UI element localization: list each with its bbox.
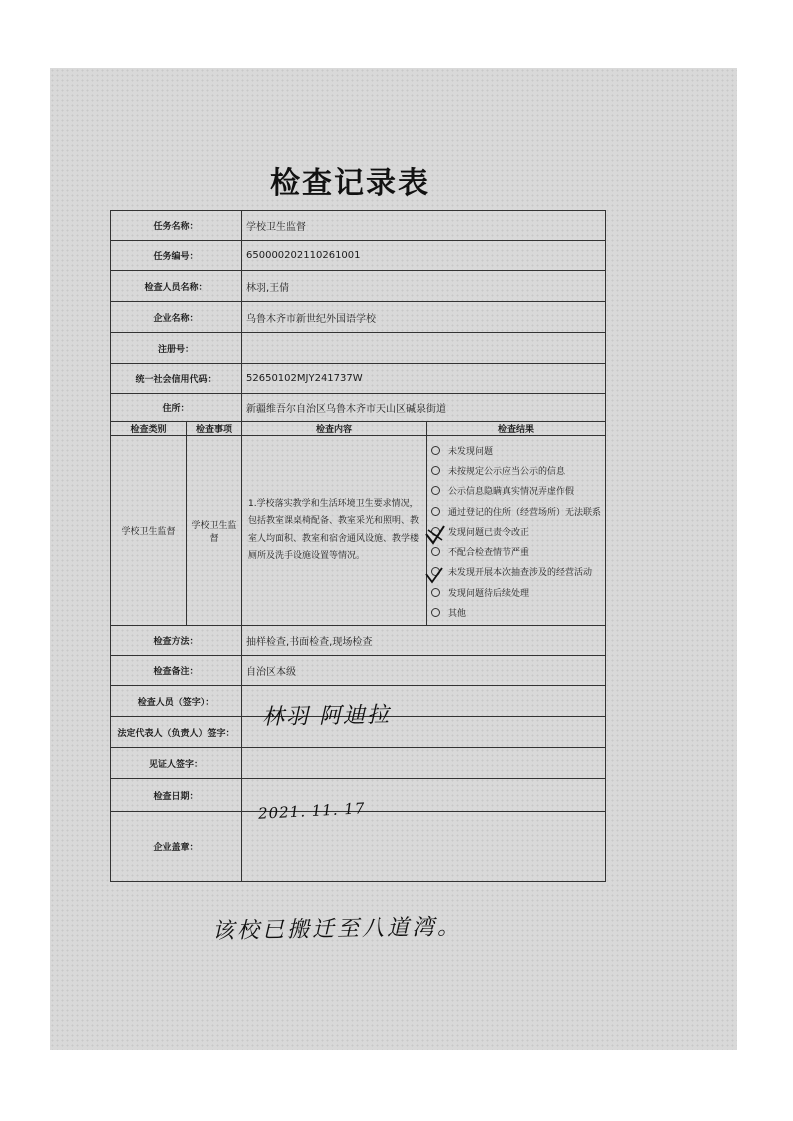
result-option xyxy=(431,460,601,480)
row-address xyxy=(111,394,606,422)
company-seal-value xyxy=(242,812,606,882)
result-option-label: 未按规定公示应当公示的信息 xyxy=(448,466,566,477)
form-title: 检查记录表 xyxy=(270,166,430,201)
inspectors-value: 林羽,王倩 xyxy=(242,271,606,302)
inspectors-label: 检查人员名称： xyxy=(111,271,242,302)
inspector-sign-label: 检查人员（签字）： xyxy=(111,686,242,717)
row-company-seal xyxy=(111,812,606,882)
result-option-label: 未发现开展本次抽查涉及的经营活动 xyxy=(448,568,593,579)
witness-sign-value xyxy=(242,748,606,779)
result-option xyxy=(431,440,601,460)
method-label: 检查方法： xyxy=(111,626,242,656)
checkmark-icon xyxy=(424,566,444,584)
result-option-label: 不配合检查情节严重 xyxy=(448,548,530,559)
result-option xyxy=(431,501,601,521)
result-options xyxy=(427,436,606,626)
method-value: 抽样检查,书面检查,现场检查 xyxy=(242,626,606,656)
row-method xyxy=(111,626,606,656)
result-option xyxy=(431,562,601,582)
result-option-label: 其他 xyxy=(448,609,467,620)
row-note xyxy=(111,656,606,686)
company-name-label: 企业名称： xyxy=(111,302,242,333)
witness-sign-label: 见证人签字： xyxy=(111,748,242,779)
inspect-date-label: 检查日期： xyxy=(111,779,242,812)
task-no-value: 650000202110261001 xyxy=(242,241,606,271)
note-label: 检查备注： xyxy=(111,656,242,686)
inspector-signature: 林羽 阿迪拉 xyxy=(261,702,392,731)
reg-no-value xyxy=(242,333,606,364)
result-option xyxy=(431,602,601,622)
row-inspectors xyxy=(111,271,606,302)
radio-icon xyxy=(431,466,440,475)
credit-code-label: 统一社会信用代码： xyxy=(111,364,242,394)
result-option-label: 发现问题待后续处理 xyxy=(448,588,530,599)
row-credit-code xyxy=(111,364,606,394)
header-content: 检查内容 xyxy=(242,422,427,436)
inspect-date-handwritten: 2021. 11. 17 xyxy=(257,799,366,823)
row-section-headers xyxy=(111,422,606,436)
task-no-label: 任务编号： xyxy=(111,241,242,271)
header-category: 检查类别 xyxy=(111,422,187,436)
radio-icon xyxy=(431,507,440,516)
company-seal-label: 企业盖章： xyxy=(111,812,242,882)
task-name-label: 任务名称： xyxy=(111,211,242,241)
row-task-no xyxy=(111,241,606,271)
row-reg-no xyxy=(111,333,606,364)
radio-icon xyxy=(431,588,440,597)
result-option xyxy=(431,541,601,561)
inspection-record-table xyxy=(110,210,606,882)
radio-icon xyxy=(431,446,440,455)
radio-icon xyxy=(431,547,440,556)
row-company-name xyxy=(111,302,606,333)
reg-no-label: 注册号： xyxy=(111,333,242,364)
header-item: 检查事项 xyxy=(187,422,242,436)
radio-icon xyxy=(431,486,440,495)
inspection-content: 1.学校落实教学和生活环境卫生要求情况，包括教室课桌椅配备、教室采光和照明、教室人均面积、教室和宿舍通风设施、教学楼厕所及洗手设施设置等情况。 xyxy=(242,436,427,626)
row-witness-sign xyxy=(111,748,606,779)
header-result: 检查结果 xyxy=(427,422,606,436)
task-name-value: 学校卫生监督 xyxy=(242,211,606,241)
radio-icon xyxy=(431,608,440,617)
note-value: 自治区本级 xyxy=(242,656,606,686)
result-option-label: 公示信息隐瞒真实情况弄虚作假 xyxy=(448,487,575,498)
credit-code-value: 52650102MJY241737W xyxy=(242,364,606,394)
result-option-label: 通过登记的住所（经营场所）无法联系 xyxy=(448,507,602,518)
checkmark-icon xyxy=(424,524,446,546)
result-option xyxy=(431,521,601,541)
handwritten-note: 该校已搬迁至八道湾。 xyxy=(211,914,463,945)
address-value: 新疆维吾尔自治区乌鲁木齐市天山区碱泉街道 xyxy=(242,394,606,422)
inspection-category: 学校卫生监督 xyxy=(111,436,187,626)
result-option-label: 发现问题已责令改正 xyxy=(448,527,530,538)
address-label: 住所： xyxy=(111,394,242,422)
inspection-item: 学校卫生监督 xyxy=(187,436,242,626)
company-name-value: 乌鲁木齐市新世纪外国语学校 xyxy=(242,302,606,333)
legal-rep-sign-label: 法定代表人（负责人）签字： xyxy=(111,717,242,748)
result-option-label: 未发现问题 xyxy=(448,446,494,457)
result-option xyxy=(431,582,601,602)
row-inspection-detail xyxy=(111,436,606,626)
row-task-name xyxy=(111,211,606,241)
result-option xyxy=(431,481,601,501)
